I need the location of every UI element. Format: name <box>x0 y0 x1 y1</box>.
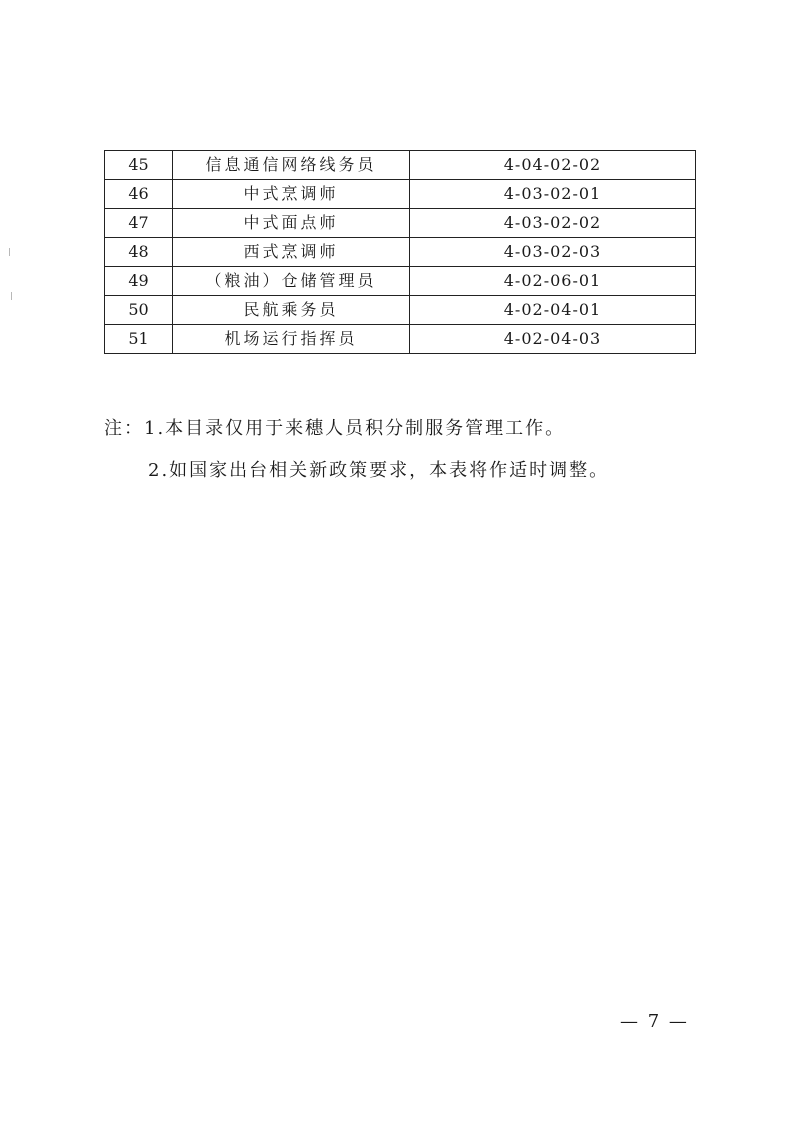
table-row <box>105 151 696 180</box>
occupation-code-cell: 4-03-02-02 <box>410 209 696 238</box>
occupation-name-cell: 机场运行指挥员 <box>173 325 410 354</box>
scan-mark <box>11 292 12 300</box>
note-1-text: 1.本目录仅用于来穗人员积分制服务管理工作。 <box>144 418 566 439</box>
row-number-cell: 48 <box>105 238 173 267</box>
occupation-name-cell: 信息通信网络线务员 <box>173 151 410 180</box>
occupation-code-cell: 4-02-04-03 <box>410 325 696 354</box>
table-row <box>105 296 696 325</box>
note-line-1 <box>104 408 704 450</box>
row-number-cell: 49 <box>105 267 173 296</box>
occupation-code-cell: 4-03-02-01 <box>410 180 696 209</box>
row-number-cell: 45 <box>105 151 173 180</box>
table-body <box>105 151 696 354</box>
occupation-name-cell: 中式烹调师 <box>173 180 410 209</box>
scan-mark <box>9 248 10 256</box>
occupation-name-cell: 民航乘务员 <box>173 296 410 325</box>
row-number-cell: 50 <box>105 296 173 325</box>
row-number-cell: 46 <box>105 180 173 209</box>
occupation-code-cell: 4-02-04-01 <box>410 296 696 325</box>
table-row <box>105 238 696 267</box>
table-row <box>105 325 696 354</box>
note-line-2 <box>104 450 704 492</box>
row-number-cell: 51 <box>105 325 173 354</box>
occupation-table <box>104 150 696 354</box>
occupation-name-cell: 西式烹调师 <box>173 238 410 267</box>
page-number: — 7 — <box>620 1011 689 1032</box>
table-row <box>105 209 696 238</box>
row-number-cell: 47 <box>105 209 173 238</box>
occupation-name-cell: 中式面点师 <box>173 209 410 238</box>
notes-prefix: 注： <box>104 418 144 439</box>
table-row <box>105 267 696 296</box>
occupation-code-cell: 4-02-06-01 <box>410 267 696 296</box>
notes <box>104 408 704 492</box>
occupation-name-cell: （粮油）仓储管理员 <box>173 267 410 296</box>
occupation-code-cell: 4-04-02-02 <box>410 151 696 180</box>
table-row <box>105 180 696 209</box>
occupation-code-cell: 4-03-02-03 <box>410 238 696 267</box>
note-2-text: 2.如国家出台相关新政策要求，本表将作适时调整。 <box>148 460 610 481</box>
